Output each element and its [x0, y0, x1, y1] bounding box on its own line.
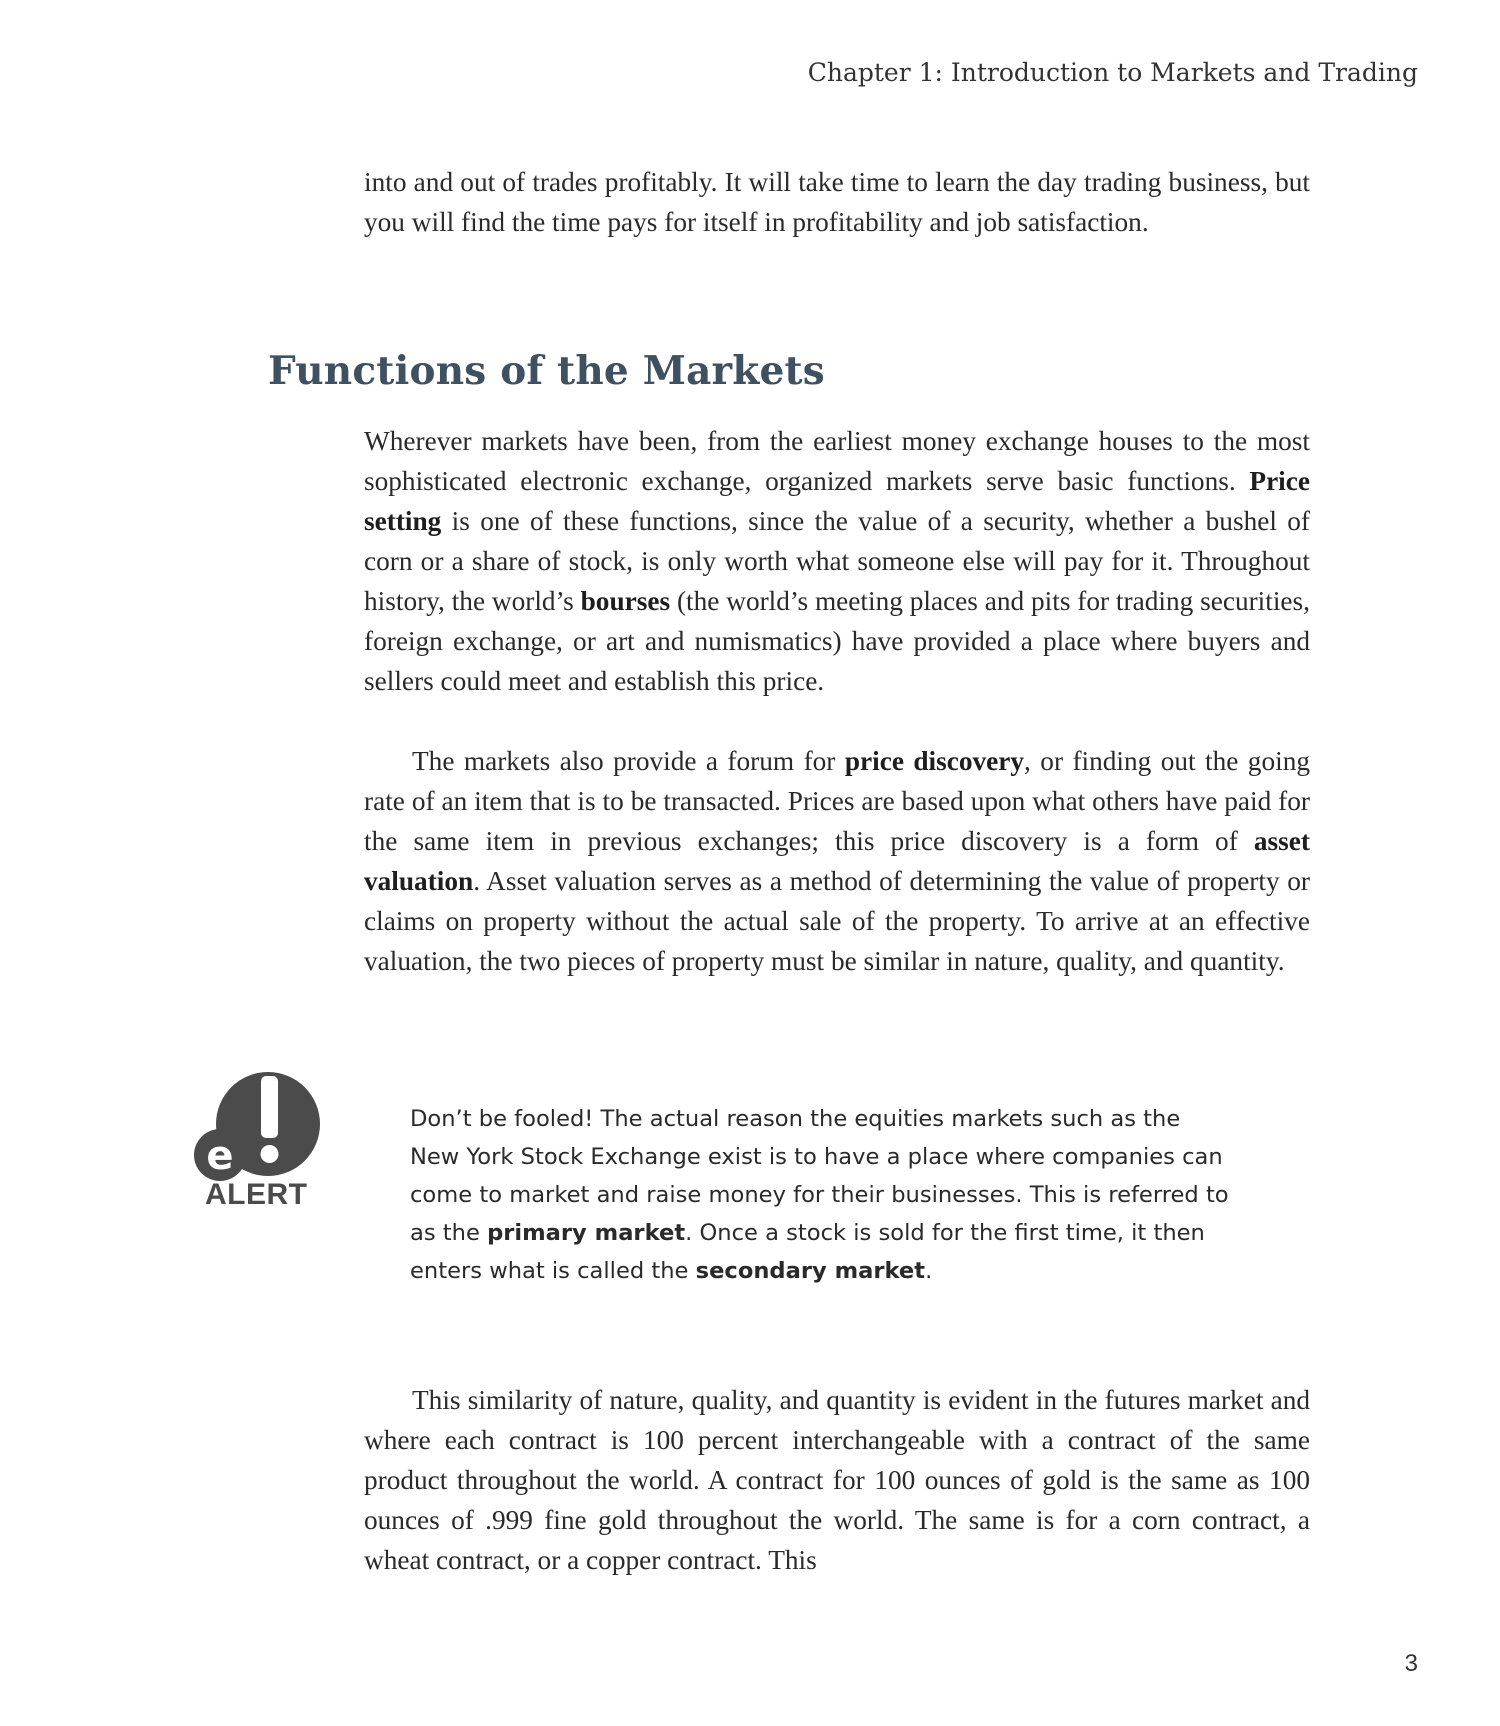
alert-label: ALERT — [205, 1178, 308, 1211]
term-asset-valuation: asset valuation — [364, 826, 1310, 896]
term-secondary-market: secondary market — [695, 1258, 926, 1284]
text-run: . Once a stock is sold for the first time, it then enters what is called the — [410, 1220, 1205, 1284]
text-run: . — [925, 1258, 933, 1284]
term-price-setting: Price setting — [364, 466, 1310, 536]
text-run: is one of these functions, since the value of a security, whether a bushel of corn or a share of stock, is only worth what someone else will pay for it. Throughout history, the world’s — [364, 506, 1310, 616]
term-primary-market: primary market — [487, 1220, 686, 1246]
page-number: 3 — [1404, 1650, 1418, 1677]
alert-callout-text — [410, 1100, 1230, 1290]
intro-paragraph: into and out of trades profitably. It will take time to learn the day trading business, but you will find the time pays for itself in profitability and job satisfaction. — [364, 167, 1310, 237]
paragraph-price-setting — [364, 421, 1310, 701]
text-run: Wherever markets have been, from the earliest money exchange houses to the most sophisticated electronic exchange, organized markets serve basic functions. — [364, 426, 1310, 496]
svg-text:e: e — [206, 1133, 234, 1179]
text-run: The markets also provide a forum for — [412, 746, 845, 776]
text-run: (the world’s meeting places and pits for trading securities, foreign exchange, or art and numismatics) have provided a place where buyers and sellers could meet and establish this price. — [364, 586, 1310, 696]
closing-paragraph: This similarity of nature, quality, and quantity is evident in the futures market and where each contract is 100 percent interchangeable with a contract of the same product throughout the world. A contract for 100 ounces of gold is the same as 100 ounces of .999 fine gold throughout the world. The same is for a corn contract, a wheat contract, or a copper contract. This — [364, 1385, 1310, 1575]
term-price-discovery: price discovery — [844, 746, 1025, 776]
text-run: . Asset valuation serves as a method of determining the value of property or claims on property without the actual sale of the property. To arrive at an effective valuation, the two pieces of property must be similar in nature, quality, and quantity. — [364, 866, 1310, 976]
section-heading: Functions of the Markets — [268, 348, 825, 394]
paragraph-price-discovery — [364, 741, 1310, 981]
running-head: Chapter 1: Introduction to Markets and Trading — [807, 58, 1418, 87]
text-run: , or finding out the going rate of an item that is to be transacted. Prices are based upon what others have paid for the same item in previous exchanges; this price discovery is a form of — [364, 746, 1310, 856]
text-run: Don’t be fooled! The actual reason the equities markets such as the New York Stock Exchange exist is to have a place where companies can come to market and raise money for their businesses. This is referred to as the — [410, 1106, 1229, 1246]
term-bourses: bourses — [580, 586, 671, 616]
